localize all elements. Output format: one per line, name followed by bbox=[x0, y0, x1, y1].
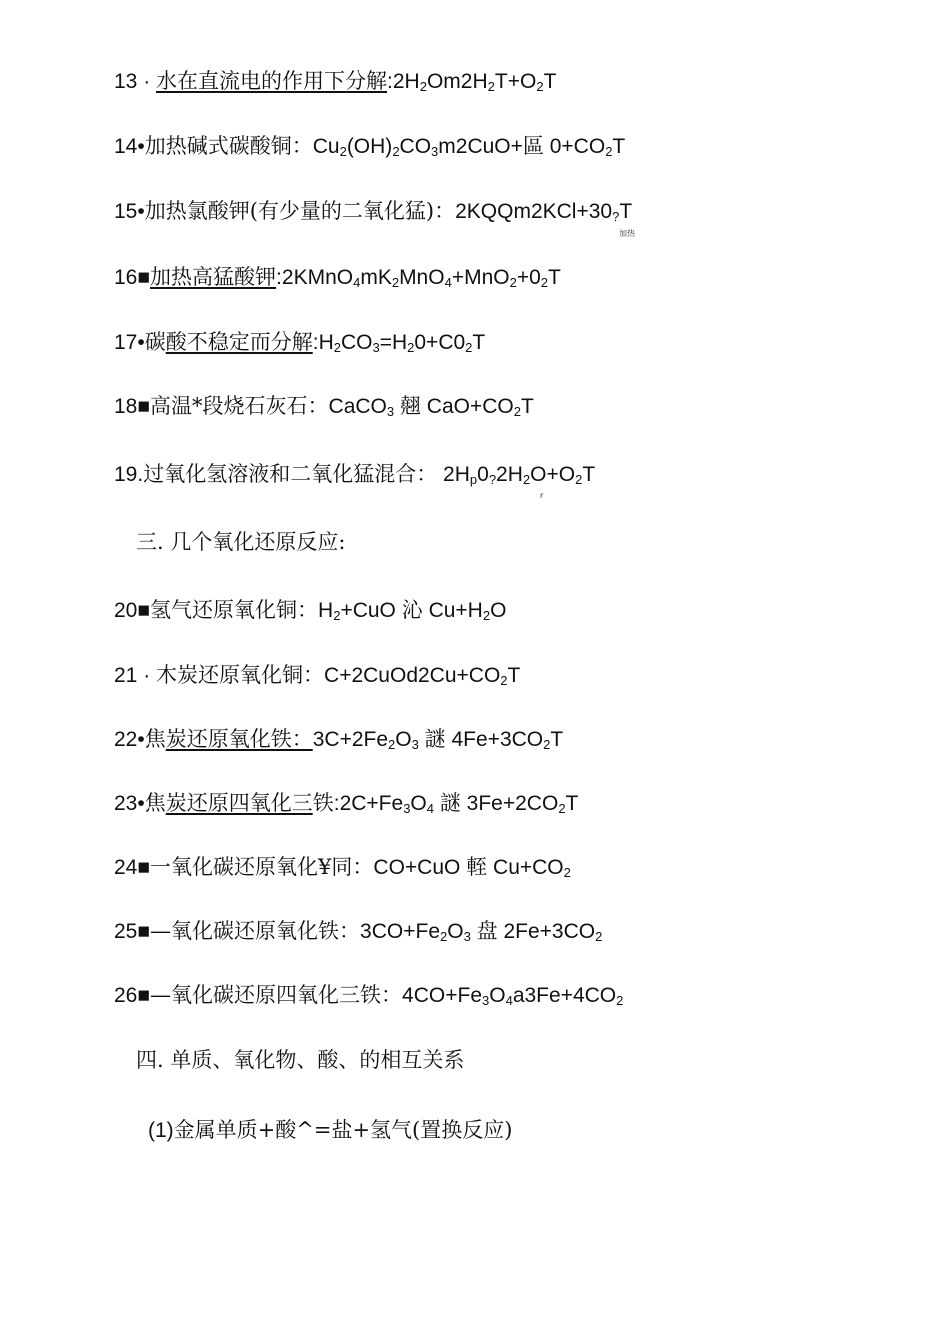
line-number: 22• bbox=[114, 728, 145, 751]
equation-line bbox=[114, 131, 625, 162]
line-number: 21 · bbox=[114, 664, 157, 687]
line-number: 14• bbox=[114, 135, 145, 158]
equation-line bbox=[114, 262, 561, 293]
line-number: 24■ bbox=[114, 856, 151, 879]
reaction-description: 炭还原氧化铁： bbox=[165, 727, 313, 751]
line-number: 13 · bbox=[114, 70, 157, 93]
chemical-equation: CaCO$_3$ 翹 $CaO+CO_2T$ bbox=[328, 395, 534, 419]
equation-line bbox=[114, 595, 506, 626]
reaction-description: 酸不稳定而分解 bbox=[165, 330, 313, 354]
stray-mark: r bbox=[540, 491, 544, 500]
reaction-description: —氧化碳还原氧化铁： bbox=[150, 919, 361, 943]
section-heading-4: 四. 单质、氧化物、酸、的相互关系 bbox=[136, 1048, 465, 1072]
reaction-description: 炭还原四氧化三 bbox=[165, 791, 313, 815]
heat-condition-note: 加热 bbox=[619, 229, 635, 238]
equation-line bbox=[114, 459, 595, 490]
separator: : bbox=[312, 331, 319, 354]
subsection-1 bbox=[148, 1115, 512, 1146]
equation-line bbox=[114, 916, 602, 947]
line-number: 15• bbox=[114, 200, 145, 223]
chemical-equation: $2KMnO_4mK_2MnO_4+MnO_2+0_2T$ bbox=[281, 266, 561, 290]
equation-line bbox=[114, 660, 520, 691]
equation-line bbox=[114, 852, 571, 883]
chemical-equation: $Cu_2(OH)_2CO_3m2CuO+$區 $0+CO_2T$ bbox=[312, 135, 626, 159]
equation-line bbox=[114, 196, 632, 227]
separator: : bbox=[387, 70, 393, 93]
line-number: 23• bbox=[114, 792, 145, 815]
line-number: 18■ bbox=[114, 395, 151, 418]
subsection-text: 金属单质+酸^=盐+氢气(置换反应) bbox=[173, 1118, 513, 1142]
section-heading-3: 三. 几个氧化还原反应: bbox=[136, 530, 346, 554]
chemical-equation: $2C+Fe_3O_4$ 謎 $3Fe+2CO_2T$ bbox=[339, 792, 579, 816]
reaction-description: 过氧化氢溶液和二氧化猛混合： bbox=[143, 462, 438, 486]
equation-line bbox=[114, 327, 485, 358]
description-prefix: 碳 bbox=[144, 330, 166, 354]
description-prefix: 焦 bbox=[144, 791, 166, 815]
reaction-description: —氧化碳还原四氧化三铁： bbox=[150, 983, 403, 1007]
reaction-description: 木炭还原氧化铜： bbox=[156, 663, 325, 687]
reaction-description: 加热氯酸钾(有少量的二氧化猛)： bbox=[144, 199, 456, 223]
line-number: 19. bbox=[114, 463, 144, 486]
chemical-equation: $2H_2Om2H_2T+O_2T$ bbox=[392, 70, 557, 94]
reaction-description: 一氧化碳还原氧化¥同： bbox=[150, 855, 374, 879]
reaction-description: 水在直流电的作用下分解 bbox=[156, 69, 388, 93]
description-suffix: 铁 bbox=[312, 791, 334, 815]
reaction-description: 高温*段烧石灰石： bbox=[150, 394, 329, 418]
line-number: 16■ bbox=[114, 266, 151, 289]
subsection-number: (1) bbox=[148, 1119, 174, 1142]
line-number: 26■ bbox=[114, 984, 151, 1007]
separator: : bbox=[276, 266, 282, 289]
chemical-equation: $C+2CuOd2Cu+CO_2T$ bbox=[324, 664, 521, 688]
chemical-equation: CO+CuO 輊 $Cu+CO_2$ bbox=[373, 856, 571, 880]
chemical-equation: $2KQQm2KCl+30_?T$ bbox=[455, 200, 633, 224]
separator: : bbox=[333, 792, 340, 815]
line-number: 20■ bbox=[114, 599, 151, 622]
equation-line bbox=[114, 788, 578, 819]
equation-line bbox=[114, 980, 623, 1011]
equation-line bbox=[114, 391, 534, 422]
equation-line bbox=[114, 724, 563, 755]
chemical-equation: $H_2+CuO$ 沁 $Cu+H_2O$ bbox=[318, 599, 507, 623]
chemical-equation: $H_2CO_3=H_20+C0_2T$ bbox=[318, 331, 486, 355]
chemical-equation: $2H_p0_?2H_2O+O_2T$ bbox=[437, 463, 596, 487]
line-number: 17• bbox=[114, 331, 145, 354]
chemical-equation: $3CO+Fe_2O_3$ 盘 $2Fe+3CO_2$ bbox=[360, 920, 603, 944]
chemical-equation: $4CO+Fe_3O_4a3Fe+4CO_2$ bbox=[402, 984, 624, 1008]
description-prefix: 焦 bbox=[144, 727, 166, 751]
reaction-description: 加热高猛酸钾 bbox=[150, 265, 277, 289]
chemical-equation: $3C+2Fe_2O_3$ 謎 $4Fe+3CO_2T$ bbox=[312, 728, 564, 752]
reaction-description: 加热碱式碳酸铜： bbox=[144, 134, 313, 158]
equation-line bbox=[114, 66, 556, 97]
reaction-description: 氢气还原氧化铜： bbox=[150, 598, 319, 622]
line-number: 25■ bbox=[114, 920, 151, 943]
